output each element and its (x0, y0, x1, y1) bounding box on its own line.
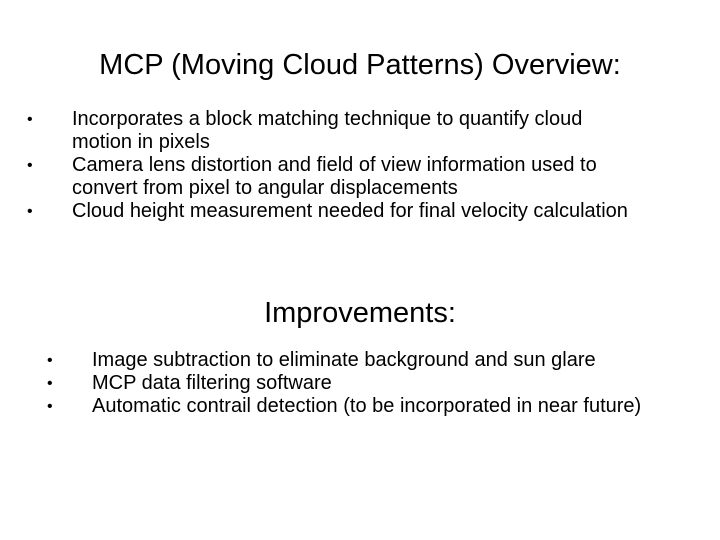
overview-bullet-item (27, 200, 642, 223)
improvements-bullet-item (47, 349, 712, 372)
bullet-icon: • (47, 352, 53, 369)
overview-bullet-list (27, 108, 667, 223)
bullet-icon: • (47, 398, 53, 415)
overview-bullet-item (27, 108, 632, 154)
bullet-icon: • (27, 111, 33, 128)
improvements-bullet-text: Image subtraction to eliminate background and sun glare (92, 349, 596, 371)
overview-bullet-text: Cloud height measurement needed for final velocity calculation (72, 200, 628, 222)
overview-bullet-text: Camera lens distortion and field of view information used to convert from pixel to angular displacements (72, 154, 597, 199)
improvements-bullet-list (47, 349, 707, 418)
improvements-bullet-text: Automatic contrail detection (to be incorporated in near future) (92, 395, 642, 417)
slide-title: MCP (Moving Cloud Patterns) Overview: (99, 49, 621, 81)
bullet-icon: • (27, 157, 33, 174)
overview-bullet-item (27, 154, 642, 200)
improvements-bullet-item (47, 372, 712, 395)
overview-bullet-text: Incorporates a block matching technique to quantify cloud motion in pixels (72, 108, 583, 153)
improvements-heading: Improvements: (264, 297, 456, 329)
improvements-bullet-text: MCP data filtering software (92, 372, 332, 394)
bullet-icon: • (47, 375, 53, 392)
bullet-icon: • (27, 203, 33, 220)
improvements-bullet-item (47, 395, 692, 418)
